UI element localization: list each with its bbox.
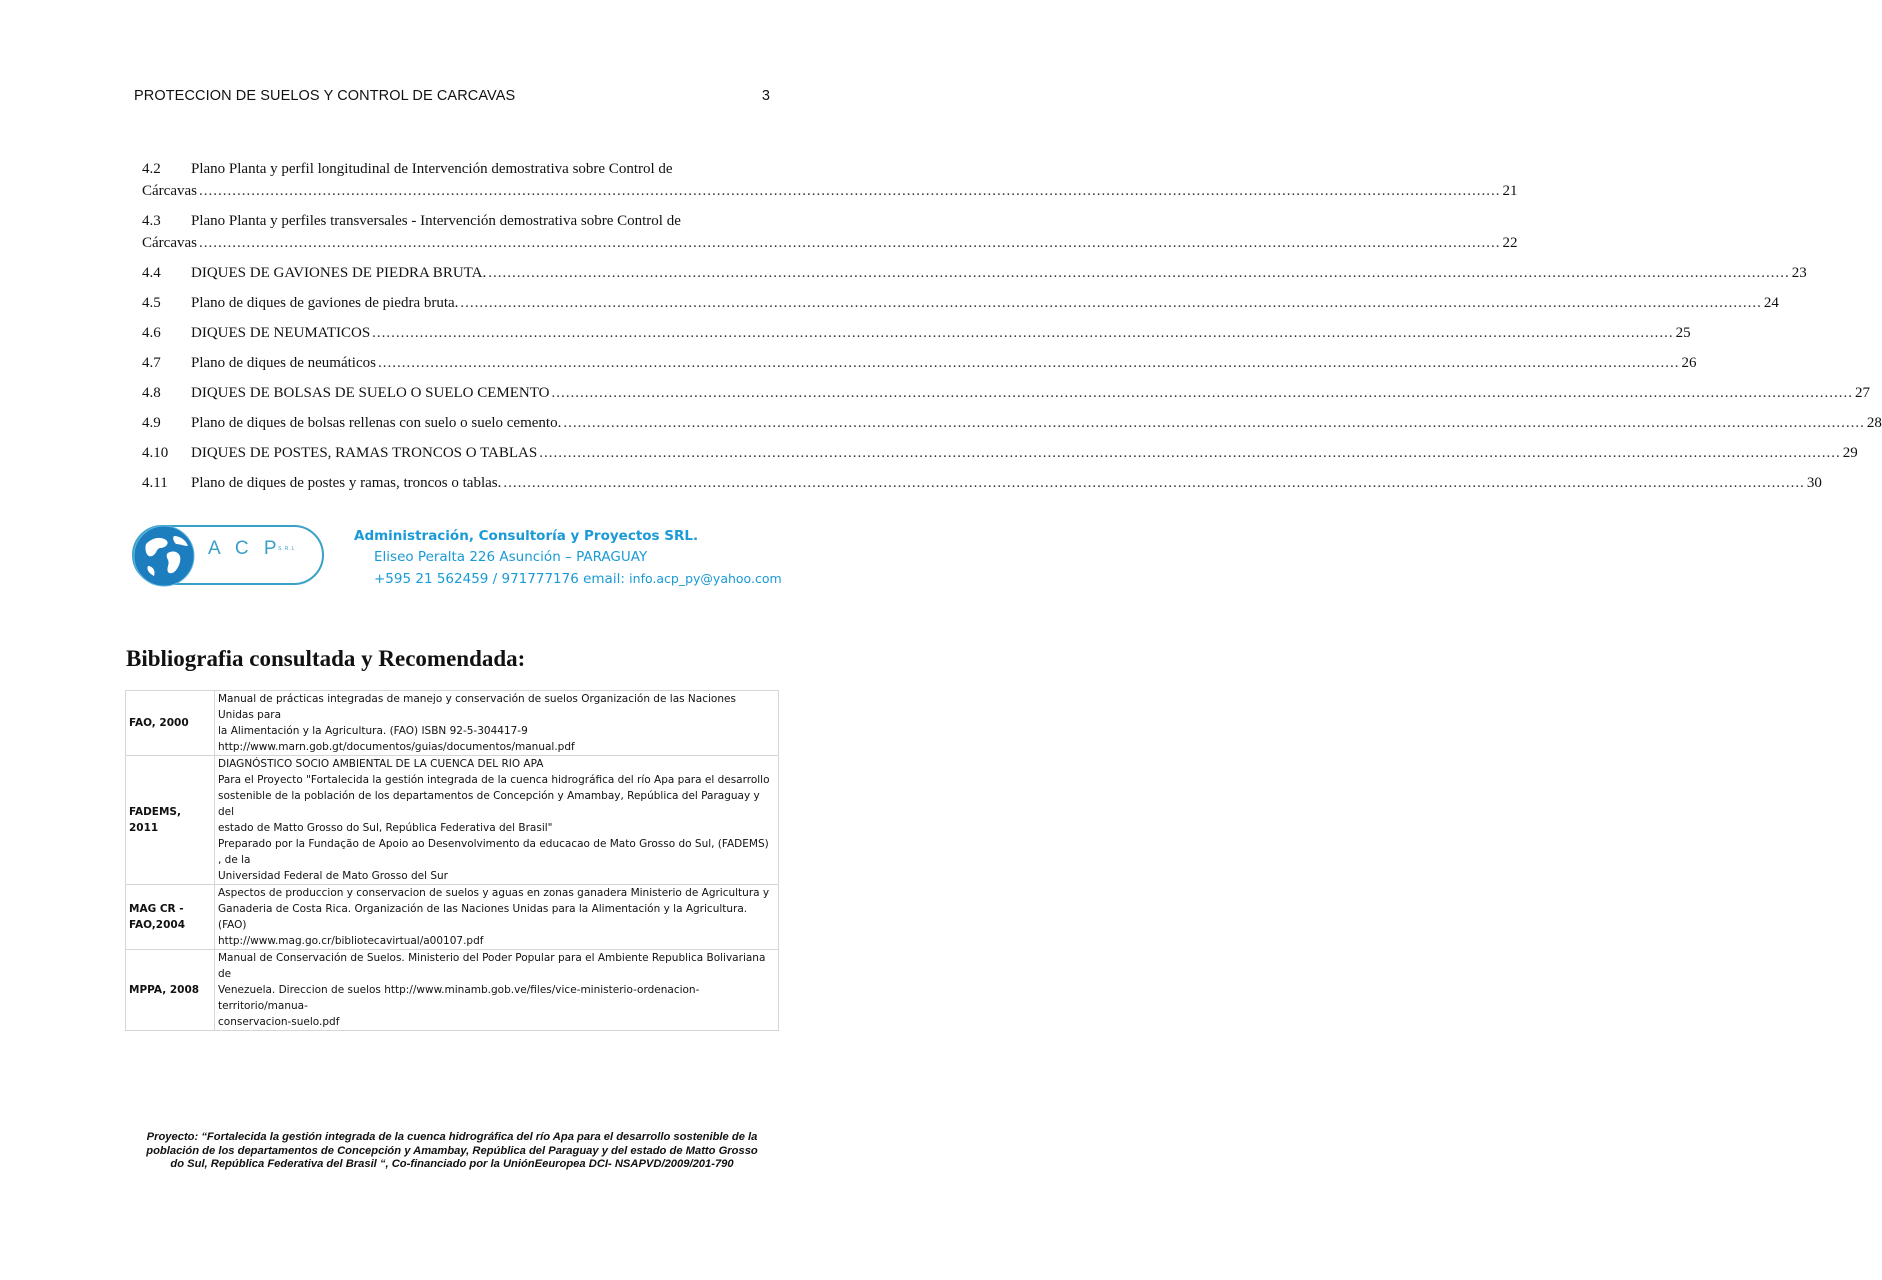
table-row: [126, 691, 779, 756]
company-address: Eliseo Peralta 226 Asunción – PARAGUAY: [374, 549, 648, 565]
bib-line: Manual de prácticas integradas de manejo y conservación de suelos Organización de las Naciones Unidas para: [218, 693, 736, 721]
toc-number: 4.2: [142, 161, 161, 177]
toc-number: 4.7: [142, 355, 161, 371]
bib-link[interactable]: http://www.mag.go.cr/bibliotecavirtual/a00107.pdf: [218, 935, 484, 947]
toc-text: Plano de diques de gaviones de piedra bruta.: [191, 295, 459, 311]
toc-page: 28: [1866, 415, 1882, 431]
bib-entry: [215, 691, 779, 756]
footer-line: do Sul, República Federativa del Brasil “, Co-financiado por la UniónEeuropea DCI- NSAPVD/2009/201-790: [170, 1158, 734, 1170]
toc-leader: ..................................................................................................................................................................................................................................................................................: [503, 475, 1805, 491]
bib-link[interactable]: http://www.marn.gob.gt/documentos/guias/documentos/manual.pdf: [218, 741, 575, 753]
toc-page: 26: [1681, 355, 1697, 371]
toc-page: 29: [1842, 445, 1858, 461]
toc-entry-4-5[interactable]: [142, 292, 1779, 322]
toc-text: Plano Planta y perfil longitudinal de Intervención demostrativa sobre Control de: [191, 161, 673, 177]
bib-key: FADEMS, 2011: [126, 756, 215, 885]
toc-leader: ..................................................................................................................................................................................................................................................................................: [198, 183, 1501, 199]
company-contact: [354, 568, 782, 590]
toc-text: Plano de diques de postes y ramas, troncos o tablas.: [191, 475, 502, 491]
bib-line: Ganaderia de Costa Rica. Organización de las Naciones Unidas para la Alimentación y la Agricultura. (FAO): [218, 903, 748, 931]
table-row: [126, 885, 779, 950]
bib-line: Venezuela. Direccion de suelos http://www.minamb.gob.ve/files/vice-ministerio-ordenacion-territorio/manua-: [218, 984, 700, 1012]
bib-line: Manual de Conservación de Suelos. Ministerio del Poder Popular para el Ambiente Republica Bolivariana de: [218, 952, 766, 980]
bib-key: MAG CR - FAO,2004: [126, 885, 215, 950]
bib-line: Para el Proyecto "Fortalecida la gestión integrada de la cuenca hidrográfica del río Apa para el desarrollo: [218, 774, 770, 786]
footer-line: Proyecto: “Fortalecida la gestión integrada de la cuenca hidrográfica del río Apa para el desarrollo sostenible de la: [146, 1131, 758, 1143]
footer-line: población de los departamentos de Concepción y Amambay, República del Paraguay y del estado de Matto Grosso: [146, 1144, 758, 1157]
header-title: PROTECCION DE SUELOS Y CONTROL DE CARCAVAS: [134, 88, 516, 104]
toc-leader: ..................................................................................................................................................................................................................................................................................: [563, 415, 1865, 431]
toc-number: 4.3: [142, 213, 161, 229]
company-name: Administración, Consultoría y Proyectos SRL.: [354, 528, 699, 544]
page-footer: [126, 1131, 778, 1172]
logo-letters: A C P: [208, 538, 282, 559]
toc-entry-4-9[interactable]: [142, 412, 1882, 442]
table-row: [126, 950, 779, 1031]
table-row: [126, 756, 779, 885]
toc-number: 4.8: [142, 385, 161, 401]
toc-text-continued: Cárcavas: [142, 183, 197, 199]
toc-number: 4.10: [142, 445, 169, 461]
toc-entry-4-4[interactable]: [142, 262, 1807, 292]
bibliography-title: Bibliografia consultada y Recomendada:: [126, 646, 526, 671]
toc-entry-4-6[interactable]: [142, 322, 1691, 352]
toc-leader: ..................................................................................................................................................................................................................................................................................: [488, 265, 1790, 281]
toc-number: 4.9: [142, 415, 161, 431]
bib-line: conservacion-suelo.pdf: [218, 1016, 340, 1028]
company-phone: +595 21 562459 / 971777176 email:: [374, 571, 630, 587]
toc-text-continued: Cárcavas: [142, 235, 197, 251]
toc-text: DIQUES DE GAVIONES DE PIEDRA BRUTA.: [191, 265, 487, 281]
toc-entry-4-10[interactable]: [142, 442, 1858, 472]
toc-number: 4.11: [142, 475, 168, 491]
toc-text: Plano de diques de bolsas rellenas con suelo o suelo cemento.: [191, 415, 562, 431]
table-of-contents: [142, 158, 1882, 502]
logo-suffix: S.R.L: [278, 546, 296, 552]
bib-key: FAO, 2000: [126, 691, 215, 756]
toc-text: DIQUES DE NEUMATICOS: [191, 325, 371, 341]
toc-page: 30: [1806, 475, 1822, 491]
toc-text: Plano Planta y perfiles transversales - Intervención demostrativa sobre Control de: [191, 213, 681, 229]
company-email[interactable]: info.acp_py@yahoo.com: [629, 571, 782, 586]
toc-entry-4-11[interactable]: [142, 472, 1822, 502]
toc-entry-4-7[interactable]: [142, 352, 1697, 382]
toc-leader: ..................................................................................................................................................................................................................................................................................: [539, 445, 1841, 461]
toc-leader: ..................................................................................................................................................................................................................................................................................: [551, 385, 1853, 401]
toc-leader: ..................................................................................................................................................................................................................................................................................: [377, 355, 1680, 371]
toc-leader: ..................................................................................................................................................................................................................................................................................: [460, 295, 1762, 311]
toc-page: 21: [1502, 183, 1518, 199]
toc-number: 4.4: [142, 265, 161, 281]
toc-number: 4.6: [142, 325, 161, 341]
bib-line: Preparado por la Fundação de Apoio ao Desenvolvimento da educacao de Mato Grosso do Sul, (FADEMS) , de la: [218, 838, 769, 866]
toc-page: 22: [1502, 235, 1518, 251]
bib-entry: [215, 756, 779, 885]
toc-number: 4.5: [142, 295, 161, 311]
bib-line: estado de Matto Grosso do Sul, República Federativa del Brasil": [218, 822, 553, 834]
globe-icon: [134, 526, 194, 586]
toc-text: Plano de diques de neumáticos: [191, 355, 376, 371]
toc-page: 23: [1791, 265, 1807, 281]
bib-entry: [215, 950, 779, 1031]
bib-line: DIAGNÓSTICO SOCIO AMBIENTAL DE LA CUENCA DEL RIO APA: [218, 758, 544, 770]
bib-entry: [215, 885, 779, 950]
toc-entry-4-8[interactable]: [142, 382, 1870, 412]
toc-page: 25: [1675, 325, 1691, 341]
toc-page: 24: [1763, 295, 1779, 311]
toc-page: 27: [1854, 385, 1870, 401]
toc-entry-4-3[interactable]: [142, 210, 1518, 262]
bib-line: la Alimentación y la Agricultura. (FAO) ISBN 92-5-304417-9: [218, 725, 528, 737]
toc-leader: ..................................................................................................................................................................................................................................................................................: [372, 325, 1674, 341]
toc-text: DIQUES DE BOLSAS DE SUELO O SUELO CEMENTO: [191, 385, 550, 401]
bibliography-table: [125, 690, 779, 1031]
page-header: [134, 88, 770, 108]
bib-line: sostenible de la población de los departamentos de Concepción y Amambay, República del Paraguay y del: [218, 790, 760, 818]
company-info: [354, 526, 782, 590]
bib-line: Aspectos de produccion y conservacion de suelos y aguas en zonas ganadera Ministerio de Agricultura y: [218, 887, 770, 899]
page-number: 3: [761, 88, 770, 104]
toc-text: DIQUES DE POSTES, RAMAS TRONCOS O TABLAS: [191, 445, 538, 461]
bib-key: MPPA, 2008: [126, 950, 215, 1031]
bib-line: Universidad Federal de Mato Grosso del Sur: [218, 870, 448, 882]
toc-entry-4-2[interactable]: [142, 158, 1518, 210]
toc-leader: ..................................................................................................................................................................................................................................................................................: [198, 235, 1501, 251]
